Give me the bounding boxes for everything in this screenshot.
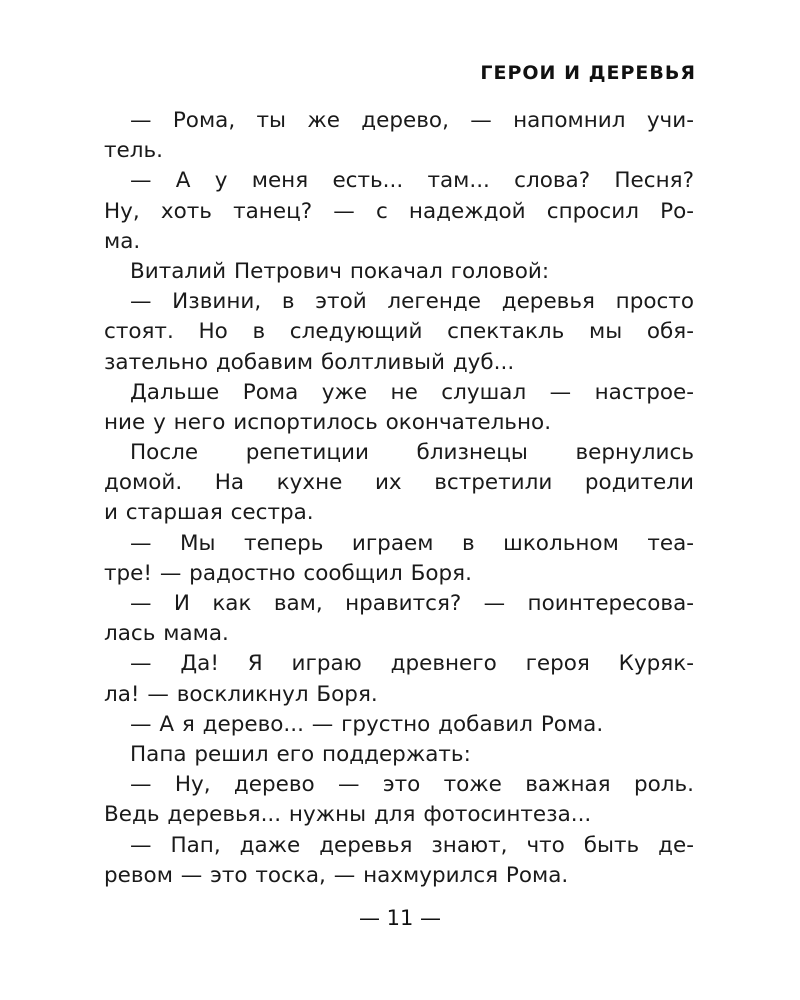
page-number: — 11 — xyxy=(358,906,442,930)
paragraph xyxy=(104,740,694,770)
text-line: ла! — воскликнул Боря. xyxy=(104,681,378,707)
paragraph xyxy=(104,106,694,166)
paragraph xyxy=(104,166,694,257)
text-line: ма. xyxy=(104,228,141,254)
paragraph xyxy=(104,649,694,709)
paragraph xyxy=(104,438,694,529)
paragraph xyxy=(104,770,694,830)
text-line: — Ну, дерево — это тоже важная роль. xyxy=(130,772,694,798)
text-line: стоят. Но в следующий спектакль мы обя- xyxy=(104,319,694,345)
running-head: ГЕРОИ И ДЕРЕВЬЯ xyxy=(480,62,696,84)
text-line: тель. xyxy=(104,138,163,164)
paragraph xyxy=(104,710,694,740)
text-line: ние у него испортилось окончательно. xyxy=(104,409,552,435)
paragraph xyxy=(104,378,694,438)
page-body xyxy=(104,106,694,891)
paragraph xyxy=(104,529,694,589)
text-line: — А я дерево... — грустно добавил Рома. xyxy=(130,711,604,737)
text-line: Виталий Петрович покачал головой: xyxy=(130,258,550,284)
text-line: Дальше Рома уже не слушал — настрое- xyxy=(130,379,694,405)
paragraph xyxy=(104,589,694,649)
text-line: — Извини, в этой легенде деревья просто xyxy=(130,289,694,315)
text-line: — А у меня есть... там... слова? Песня? xyxy=(130,168,694,194)
text-line: Ведь деревья... нужны для фотосинтеза... xyxy=(104,802,592,828)
text-line: — Рома, ты же дерево, — напомнил учи- xyxy=(130,108,694,133)
text-line: домой. На кухне их встретили родители xyxy=(104,470,694,496)
text-line: зательно добавим болтливый дуб... xyxy=(104,349,515,375)
text-line: Ну, хоть танец? — с надеждой спросил Ро- xyxy=(104,198,694,224)
text-line: ревом — это тоска, — нахмурился Рома. xyxy=(104,862,569,888)
paragraph xyxy=(104,257,694,287)
text-line: — Да! Я играю древнего героя Куряк- xyxy=(130,651,694,677)
text-line: — И как вам, нравится? — поинтересова- xyxy=(130,591,694,616)
text-line: тре! — радостно сообщил Боря. xyxy=(104,560,472,586)
paragraph xyxy=(104,831,694,891)
text-line: и старшая сестра. xyxy=(104,500,314,526)
text-line: лась мама. xyxy=(104,621,229,647)
text-line: — Пап, даже деревья знают, что быть де- xyxy=(130,832,694,858)
text-line: — Мы теперь играем в школьном теа- xyxy=(130,530,694,556)
text-line: После репетиции близнецы вернулись xyxy=(130,440,694,466)
text-line: Папа решил его поддержать: xyxy=(130,741,471,767)
paragraph xyxy=(104,287,694,378)
